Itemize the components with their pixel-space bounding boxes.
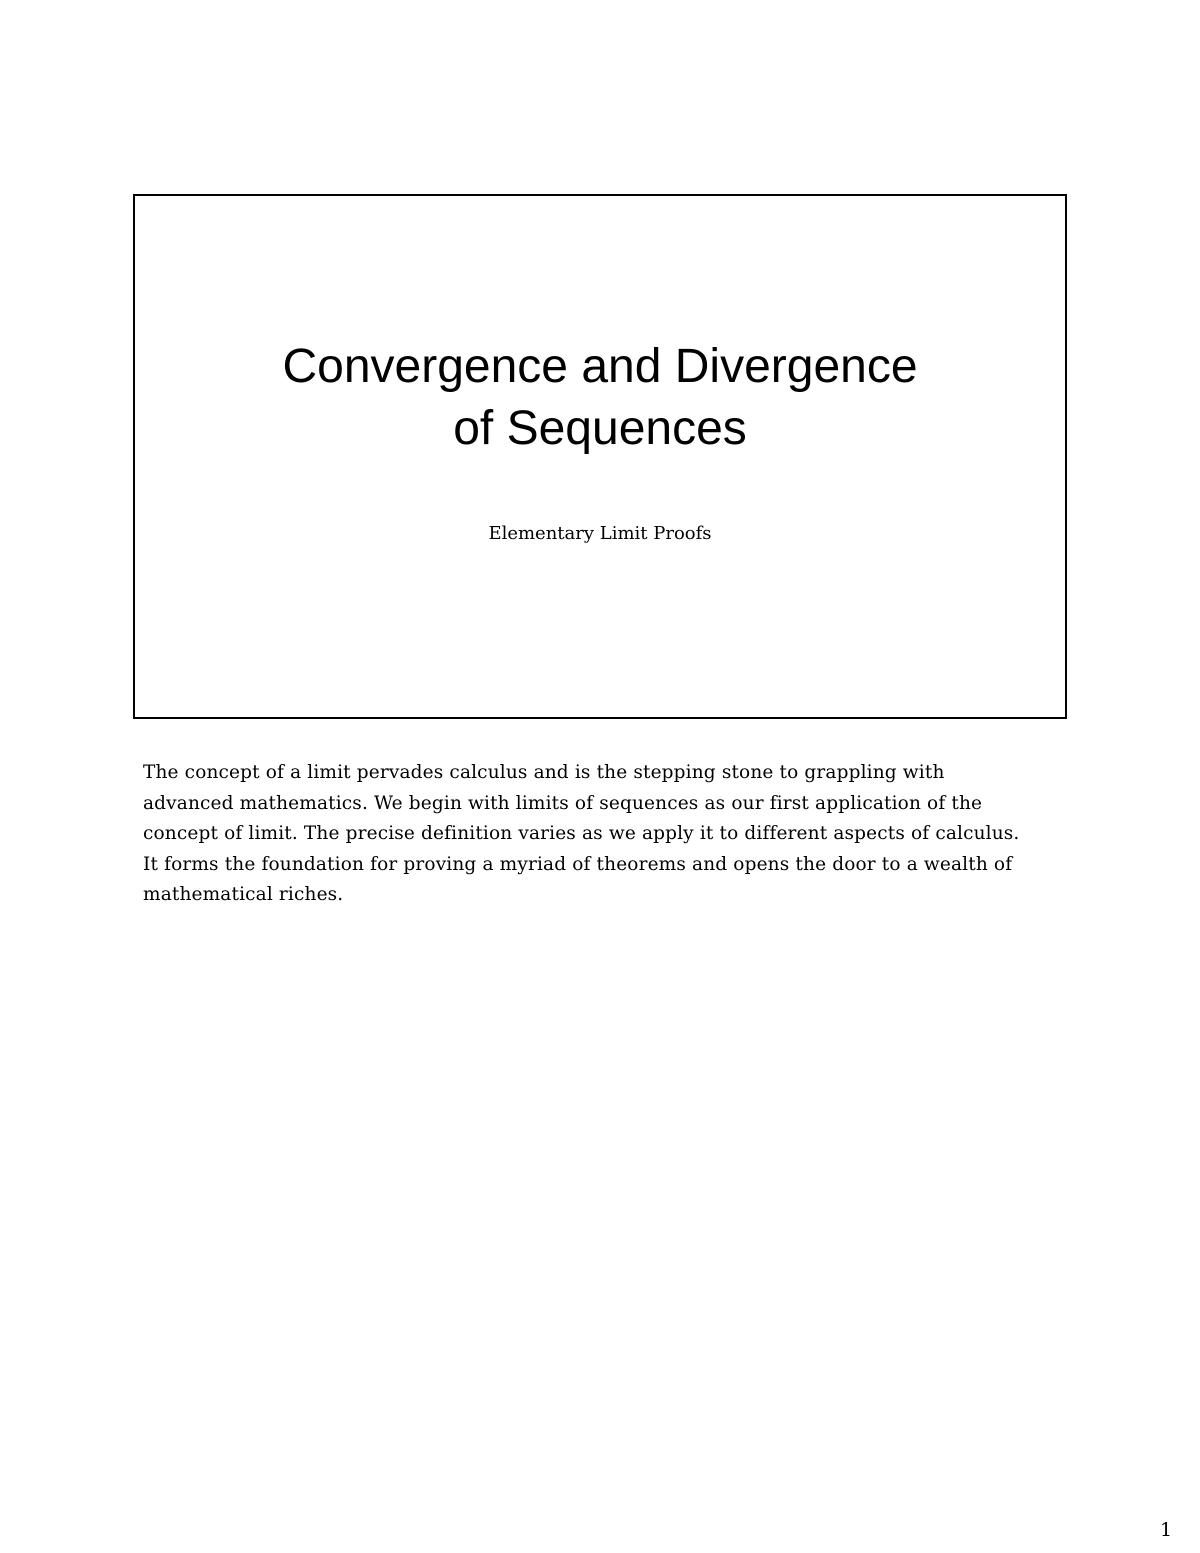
body-line: advanced mathematics. We begin with limits of sequences as our first application of the [143, 792, 983, 814]
body-line: The concept of a limit pervades calculus and is the stepping stone to grappling with [143, 762, 945, 783]
body-line: It forms the foundation for proving a myriad of theorems and opens the door to a wealth of [143, 853, 1013, 875]
slide-title-line-2: of Sequences [453, 402, 747, 455]
body-line: concept of limit. The precise definition varies as we apply it to different aspects of calculus. [143, 823, 1020, 844]
slide-subtitle: Elementary Limit Proofs [488, 523, 712, 544]
slide-title [135, 336, 1065, 460]
page-number: 1 [1160, 1519, 1173, 1541]
slide-frame [133, 194, 1067, 719]
body-paragraph [143, 758, 1063, 911]
slide-title-line-1: Convergence and Divergence [282, 340, 918, 393]
body-line: mathematical riches. [143, 884, 344, 905]
